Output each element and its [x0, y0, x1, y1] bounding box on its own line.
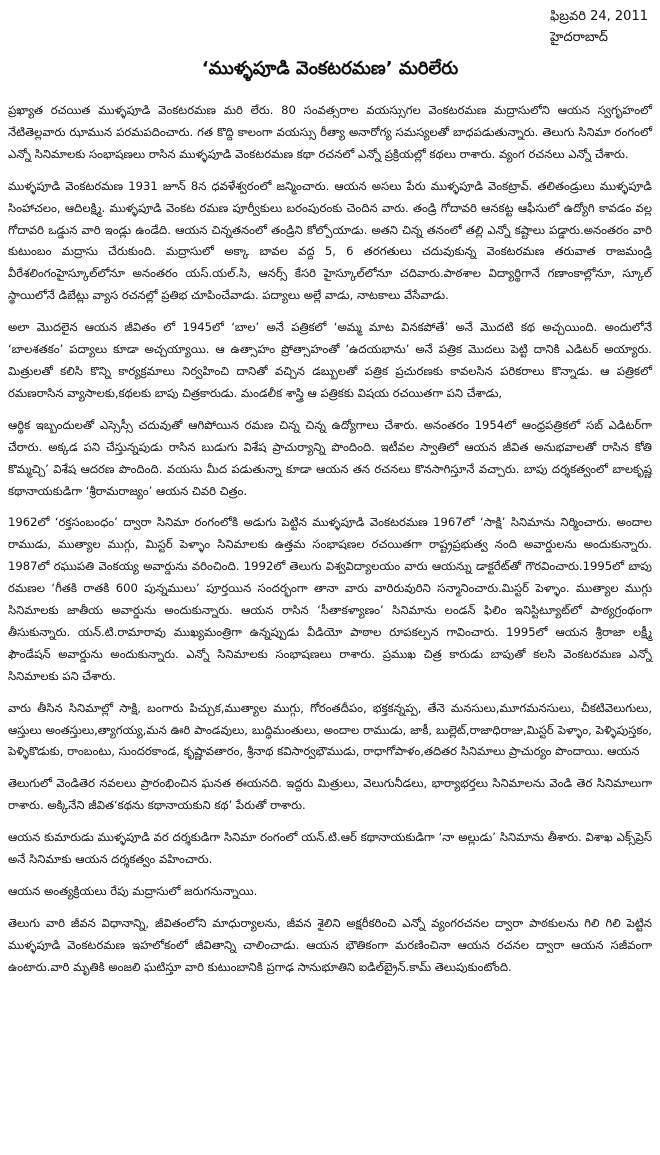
article-place: హైదరాబాద్ — [550, 30, 608, 45]
article-title: ‘ముళ్ళపూడి వెంకటరమణ’ మరిలేరు — [201, 58, 459, 79]
paragraph: 1962లో ‘రక్తసంబంధం’ ద్వారా సినిమా రంగంలోకి అడుగు పెట్టిన ముళ్ళపూడి వెంకటరమణ 1967లో ‘సాక్షి’ సినిమాను నిర్మించారు. అందాల రాముడు, ముత్యాల ముగ్గు, మిస్టర్ పెళ్ళాం సినిమాలకు ఉత్తమ సంభాషణల రచయితగా రాష్ట్రప్రభుత్వ నంది అవార్డులను అందుకున్నారు. 1987లో రఘుపతి వెంకయ్య అవార్డును వరించింది. 1992లో తెలుగు విశ్వవిద్యాలయం వారు ఆయన్ను డాక్టరేట్‌తో గౌరవించారు.1995లో బాపు రమణల ‘గీతకి రాతకి 600 పున్నములు’ పూర్తయిన సందర్భంగా తానా వారు వారిరువురిని సన్మానించారు.మిస్టర్ పెళ్ళాం. ముత్యాల ముగ్గు సినిమాలకు జాతీయ అవార్డును అందుకున్నారు. ఆయన రాసిన ‘సీతాకళ్యాణం’ సినిమాను లండన్ ఫిలిం ఇనిస్టిట్యూట్‌లో పాఠ్యగ్రంథంగా తీసుకున్నారు. యన్.టి.రామారావు ముఖ్యమంత్రిగా ఉన్నప్పుడు వీడియో పాఠాల రూపకల్పన గావించారు. 1995లో ఆయన శ్రీరాజా లక్ష్మీ ఫౌండేషన్ అవార్డును అందుకున్నారు. ఎన్నో సినిమాలకు సంభాషణలు రాశారు. ప్రముఖ చిత్ర కారుడు బాపుతో కలసి వెంకటరమణ ఎన్నో సినిమాలకు పని చేశారు. — [8, 515, 652, 683]
paragraph: అలా మొదలైన ఆయన జీవితం లో 1945లో ‘బాల’ అనే పత్రికలో ‘అమ్మ మాట వినకపోతే’ అనే మొదటి కథ అచ్చయింది. అందులోనే ‘బాలశతకం’ పద్యాలు కూడా అచ్చయ్యాయి. ఆ ఉత్సాహం ప్రోత్సాహంతో ‘ఉదయభాను’ అనే పత్రిక మొదలు పెట్టి దానికి ఎడిటర్ అయ్యారు. మిత్రులతో కలిసి కొన్ని కార్యక్రమాలు నిర్వహించి దానితో వచ్చిన డబ్బులతో పత్రిక ప్రచురణకు కావలసిన పరికరాలు కొన్నాడు. ఆ పత్రికలో రమణరాసిన వ్యాసాలకు,కథలకు బాపు చిత్రకారుడు. మండలీక శాస్త్రి ఆ పత్రికకు విషయ రచయితగా పని చేశాడు, — [8, 320, 652, 400]
paragraph: ప్రఖ్యాత రచయిత ముళ్ళపూడి వెంకటరమణ మరి లేరు. 80 సంవత్సరాల వయస్సుగల వెంకటరమణ మద్రాసులోని ఆయన స్వగృహంలో నేటితెల్లవారు ఝామున పరమపదించారు. గత కొద్ది కాలంగా వయస్సు రీత్యా అనారోగ్య సమస్యలతో బాధపడుతున్నారు. తెలుగు సినిమా రంగంలో ఎన్నో సినిమాలకు సంభాషణలు రాసిన ముళ్ళపూడి వెంకటరమణ కథా రచనలో ఎన్నో ప్రక్రియల్లో కథలు రాశారు. వ్యంగ రచనలు ఎన్నో చేశారు. — [8, 103, 653, 161]
paragraph: వారు తీసిన సినిమాల్లో సాక్షి, బంగారు పిచ్చుక,ముత్యాల ముగ్గు, గోరంతదీపం, భక్తకన్నప్ప, తేనె మనసులు,మూగమనసులు, చీకటివెలుగులు, ఆస్తులు అంతస్తులు,త్యాగయ్య,మన ఊరి పాండవులు, బుద్ధిమంతులు, అందాల రాముడు, జాకీ, బుల్లెట్,రాజాధిరాజు,మిస్టర్ పెళ్ళాం, పెళ్ళిపుస్తకం, పెళ్ళికొడుకు, రాంబంటు, సుందరకాండ, కృష్ణావతారం, శ్రీనాథ కవిసార్వభౌముడు, రాధాగోపాళం,తదితర సినిమాలు ప్రాచుర్యం పొందాయి. ఆయన — [8, 700, 652, 759]
paragraph: ముళ్ళపూడి వెంకటరమణ 1931 జూన్ 8న ధవళేశ్వరంలో జన్మించారు. ఆయన అసలు పేరు ముళ్ళపూడి వెంకట్రావ్. తలితండ్రులు ముళ్ళపూడి సింహాచలం, ఆదిలక్ష్మి. ముళ్ళపూడి వెంకట రమణ పూర్వీకులు బరంపురంకు చెందిన వారు. తండ్రి గోదావరి ఆనకట్ట ఆఫీసులో ఉద్యోగి కావడం వల్ల గోదావరి ఒడ్డున వారి ఇండ్లు ఉండేది. ఆయన చిన్నతనంలో తండ్రిని కోల్పోయాడు. అతని చిన్న తనంలో తల్లి ఎన్నో కష్టాలు పడ్డారు.అనంతరం వారి కుటుంబం మద్రాసు చేరుకుంది. మద్రాసులో అక్కా బావల వద్ద 5, 6 తరగతులు చదువుకున్న వెంకటరమణ తరువాత రాజమండ్రి వీరేశలింగంహైస్కూల్‌లోనూ అనంతరం యస్.యల్.సి, ఆనర్స్ కేసరి హైస్కూల్‌లోనూ చదివారు.పాఠశాల విద్యార్థిగానే గణాంకాల్లోనూ, స్కూల్ స్థాయిలోనే డిబేట్లు వ్యాస రచనల్లో ప్రతిభ చూపించేవాడు. పద్యాలు అల్లే వాడు, నాటకాలు వేసేవాడు. — [8, 178, 652, 303]
dateline — [550, 6, 648, 48]
article-body — [8, 100, 652, 989]
paragraph: ఆయన అంత్యక్రియలు రేపు మద్రాసులో జరుగనున్నాయి. — [8, 884, 258, 898]
article-date: ఫిబ్రవరి 24, 2011 — [550, 9, 648, 24]
paragraph: ఆయన కుమారుడు ముళ్ళపూడి వర దర్శకుడిగా సినిమా రంగంలో యన్.టి.ఆర్ కథానాయకుడిగా ‘నా అల్లుడు’ సినిమాను తీశారు. విశాఖ ఎక్స్‌ప్రెస్ అనే సినిమాకు ఆయన దర్శకత్వం వహించారు. — [8, 830, 652, 867]
paragraph: తెలుగులో వెండితెర నవలలు ప్రారంభించిన ఘనత ఈయనది. ఇద్దరు మిత్రులు, వెలుగునీడలు, భార్యాభర్తలు సినిమాలను వెండి తెర సినిమాలుగా రాశారు. అక్కినేని జీవిత‘కథను కథానాయకుని కథ’ పేరుతో రాశారు. — [8, 776, 652, 813]
paragraph: తెలుగు వారి జీవన విధానాన్ని, జీవితంలోని మాధుర్యాలను, జీవన శైలిని అక్షరీకరించి ఎన్నో వ్యంగరచనల ద్వారా పాఠకులను గిలి గిలి పెట్టిన ముళ్ళపూడి వెంకటరమణ ఇహలోకంలో జీవితాన్ని చాలించాడు. ఆయన భౌతికంగా మరణించినా ఆయన రచనల ద్వారా ఆయన సజీవంగా ఉంటారు.వారి మృతికి అంజలి ఘటిస్తూ వారి కుటుంబానికి ప్రగాఢ సానుభూతిని ఐడిల్‌బ్రైన్.కామ్ తెలుపుకుంటోంది. — [8, 915, 652, 974]
paragraph: ఆర్థిక ఇబ్బందులతో ఎస్సెస్సీ చదువుతో ఆగిపోయిన రమణ చిన్న చిన్న ఉద్యోగాలు చేశారు. అనంతరం 1954లో ఆంధ్రపత్రికలో సబ్ ఎడిటర్‌గా చేరారు. అక్కడ పని చేస్తున్నపుడు రాసిన బుడుగు విశేష ప్రాచుర్యాన్ని పొందింది. ఇటీవల స్వాతిలో ఆయన జీవిత అనుభవాలతో రాసిన కోతి కొమ్మచ్చి’ విశేష ఆదరణ పొందింది. వయసు మీద పడుతున్నా కూడా ఆయన తన రచనలు కొనసాగిస్తూనే వచ్చారు. బాపు దర్శకత్వంలో బాలకృష్ణ కథానాయకుడిగా ‘శ్రీరామరాజ్యం’ ఆయన చివరి చిత్రం. — [8, 417, 652, 498]
